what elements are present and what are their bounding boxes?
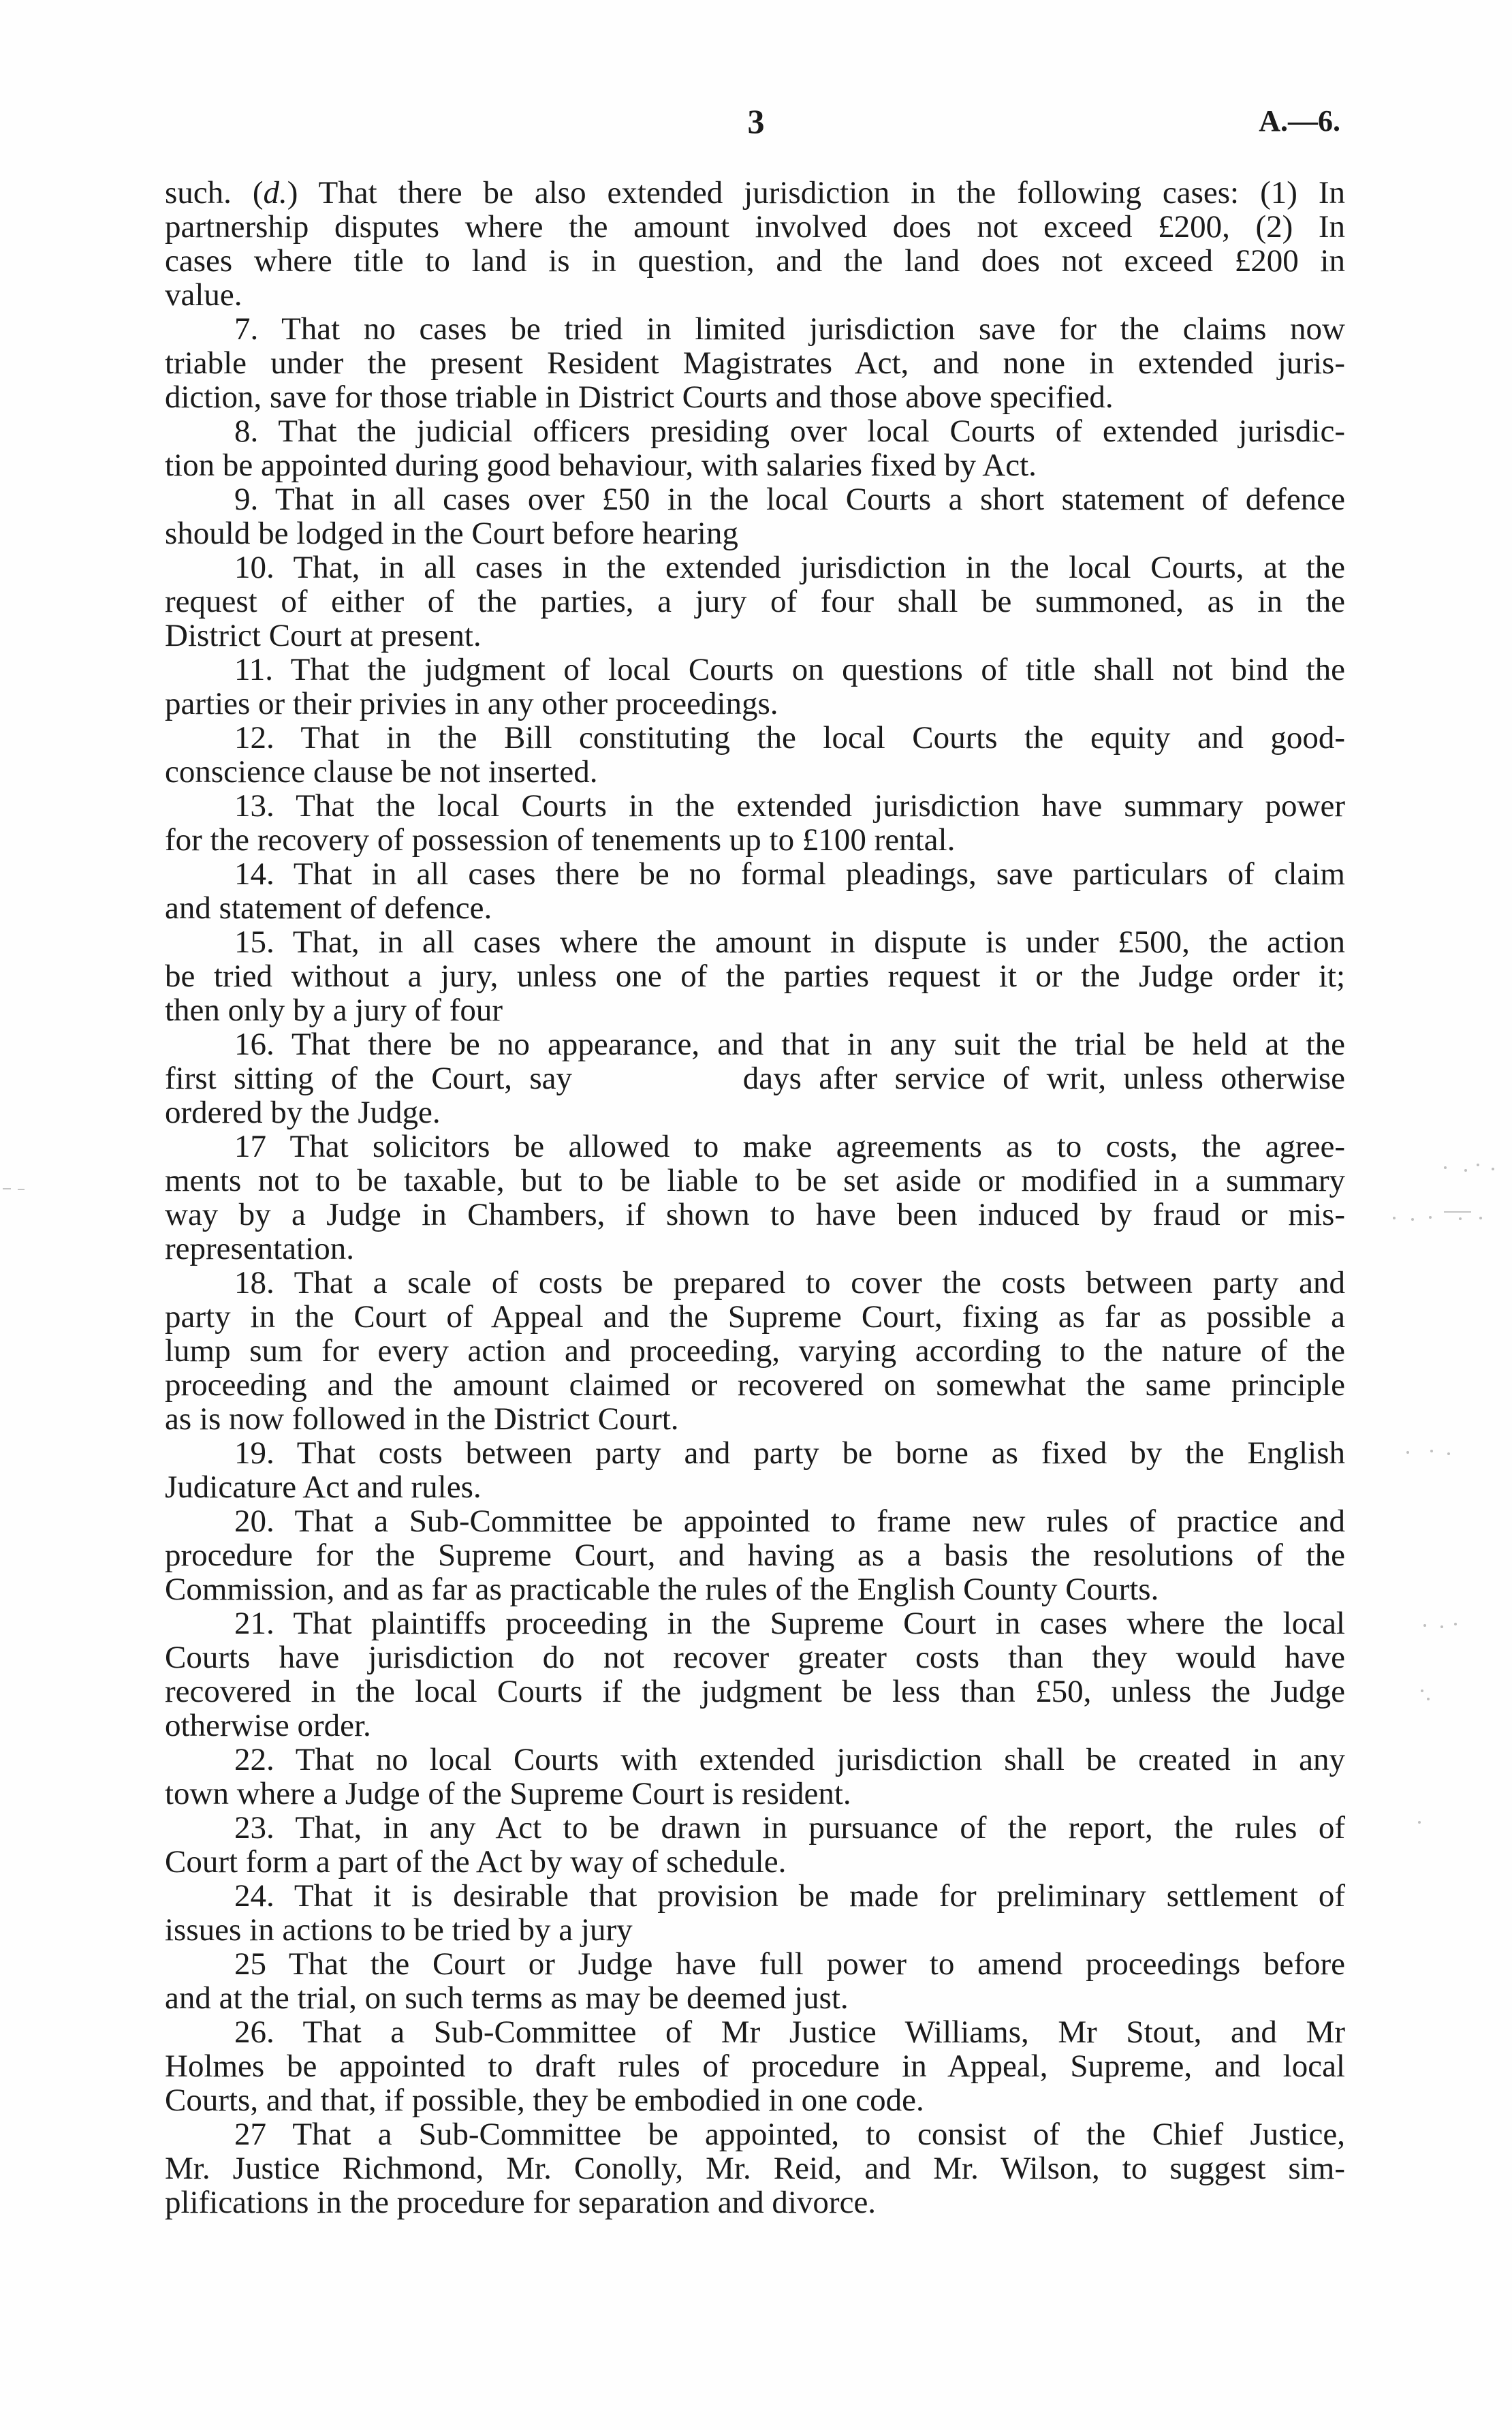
resolution-paragraph: [165, 414, 1345, 482]
text-line: town where a Judge of the Supreme Court is resident.: [165, 1776, 851, 1811]
resolution-paragraph: [165, 2117, 1345, 2219]
text-line: otherwise order.: [165, 1708, 371, 1743]
text-line: be tried without a jury, unless one of the parties request it or the Judge order it;: [165, 959, 1345, 994]
text-line: [165, 1061, 1345, 1095]
text-line: recovered in the local Courts if the judgment be less than £50, unless the Judge: [165, 1674, 1345, 1709]
text-line: 10. That, in all cases in the extended jurisdiction in the local Courts, at the: [234, 550, 1345, 585]
resolution-paragraph: [165, 1811, 1345, 1879]
text-line: value.: [165, 277, 242, 313]
scan-speck: [1418, 1821, 1421, 1824]
line-text: first sitting of the Court, say: [165, 1061, 590, 1096]
scan-speck: [1393, 1217, 1396, 1219]
text-line: cases where title to land is in question, and the land does not exceed £200 in: [165, 243, 1345, 279]
text-line: as is now followed in the District Court.: [165, 1401, 679, 1437]
text-line: 24. That it is desirable that provision be made for preliminary settlement of: [234, 1878, 1345, 1914]
text-line: 25 That the Court or Judge have full power to amend proceedings before: [234, 1946, 1345, 1982]
italic-text: d.: [263, 175, 287, 211]
resolution-paragraph: [165, 1947, 1345, 2015]
resolution-paragraph: [165, 1879, 1345, 1947]
text-line: parties or their privies in any other proceedings.: [165, 686, 778, 721]
scan-speck: [1411, 1218, 1414, 1221]
text-line: 23. That, in any Act to be drawn in pursuance of the report, the rules of: [234, 1810, 1345, 1845]
resolution-paragraph: [165, 789, 1345, 857]
text-line: for the recovery of possession of tenements up to £100 rental.: [165, 822, 956, 858]
scan-speck: [1429, 1216, 1432, 1219]
text-line: 14. That in all cases there be no formal pleadings, save particulars of claim: [234, 856, 1345, 892]
text-line: 26. That a Sub-Committee of Mr Justice Williams, Mr Stout, and Mr: [234, 2014, 1345, 2050]
text-line: 11. That the judgment of local Courts on questions of title shall not bind the: [234, 652, 1345, 687]
text-line: 13. That the local Courts in the extended jurisdiction have summary power: [234, 788, 1345, 824]
scan-speck: [18, 1189, 25, 1190]
text-line: ordered by the Judge.: [165, 1095, 441, 1130]
text-line: 22. That no local Courts with extended jurisdiction shall be created in any: [234, 1742, 1345, 1777]
page-header: [0, 101, 1512, 142]
text-line: proceeding and the amount claimed or recovered on somewhat the same principle: [165, 1367, 1345, 1403]
text-line: request of either of the parties, a jury of four shall be summoned, as in the: [165, 584, 1345, 619]
text-line: Courts, and that, if possible, they be embodied in one code.: [165, 2083, 924, 2118]
scan-speck: [3, 1188, 11, 1189]
text-line: way by a Judge in Chambers, if shown to have been induced by fraud or mis-: [165, 1197, 1345, 1232]
text-line: 20. That a Sub-Committee be appointed to frame new rules of practice and: [234, 1504, 1345, 1539]
line-text: ) That there be also extended jurisdiction in the following cases: (1) In: [287, 175, 1345, 211]
scan-speck: [1459, 1217, 1462, 1220]
scan-speck: [1421, 1689, 1423, 1692]
text-line: Mr. Justice Richmond, Mr. Conolly, Mr. Reid, and Mr. Wilson, to suggest sim-: [165, 2151, 1345, 2186]
text-line: 12. That in the Bill constituting the local Courts the equity and good-: [234, 720, 1345, 756]
text-line: Courts have jurisdiction do not recover greater costs than they would have: [165, 1640, 1345, 1675]
blank-space: [589, 1088, 725, 1089]
resolution-paragraph: [165, 550, 1345, 653]
text-line: 8. That the judicial officers presiding over local Courts of extended jurisdic-: [234, 414, 1345, 449]
resolution-paragraph: [165, 1130, 1345, 1266]
text-line: plifications in the procedure for separation and divorce.: [165, 2185, 877, 2220]
document-reference: A.—6.: [1259, 104, 1340, 138]
resolution-paragraph: [165, 925, 1345, 1027]
text-line: 7. That no cases be tried in limited jurisdiction save for the claims now: [234, 311, 1345, 347]
text-line: then only by a jury of four: [165, 993, 503, 1028]
text-line: District Court at present.: [165, 618, 482, 653]
resolution-paragraph: [165, 1606, 1345, 1743]
scan-speck: [1492, 1168, 1494, 1170]
text-line: Judicature Act and rules.: [165, 1469, 482, 1505]
text-line: tion be appointed during good behaviour, with salaries fixed by Act.: [165, 448, 1037, 483]
text-line: 21. That plaintiffs proceeding in the Supreme Court in cases where the local: [234, 1606, 1345, 1641]
resolution-paragraph: [165, 2015, 1345, 2117]
text-line: diction, save for those triable in District Courts and those above specified.: [165, 379, 1114, 415]
resolution-paragraph: [165, 721, 1345, 789]
resolution-paragraph: [165, 482, 1345, 550]
text-line: partnership disputes where the amount involved does not exceed £200, (2) In: [165, 209, 1345, 245]
resolution-paragraph: [165, 1027, 1345, 1130]
text-line: 16. That there be no appearance, and that in any suit the trial be held at the: [234, 1027, 1345, 1062]
text-line: ments not to be taxable, but to be liable to be set aside or modified in a summary: [165, 1163, 1345, 1198]
text-line: and at the trial, on such terms as may be deemed just.: [165, 1980, 849, 2016]
resolution-paragraph: [165, 1504, 1345, 1606]
text-line: 15. That, in all cases where the amount in dispute is under £500, the action: [234, 924, 1345, 960]
scan-speck: [1444, 1166, 1447, 1169]
text-line: [165, 176, 1345, 210]
scan-speck: [1444, 1211, 1471, 1213]
resolution-paragraph: [165, 312, 1345, 414]
scan-speck: [1430, 1450, 1433, 1452]
text-line: issues in actions to be tried by a jury: [165, 1912, 633, 1948]
text-line: Holmes be appointed to draft rules of procedure in Appeal, Supreme, and local: [165, 2049, 1345, 2084]
resolution-paragraph: [165, 1436, 1345, 1504]
text-line: should be lodged in the Court before hearing: [165, 516, 738, 551]
text-line: 17 That solicitors be allowed to make agreements as to costs, the agree-: [234, 1129, 1345, 1164]
page-number: 3: [747, 102, 765, 140]
line-text: days after service of writ, unless otherwise: [725, 1061, 1346, 1096]
scan-speck: [1477, 1164, 1479, 1166]
text-line: 9. That in all cases over £50 in the local Courts a short statement of defence: [234, 482, 1345, 517]
document-body: [165, 176, 1345, 2219]
text-line: 18. That a scale of costs be prepared to cover the costs between party and: [234, 1265, 1345, 1300]
resolution-paragraph: [165, 857, 1345, 925]
scan-speck: [1440, 1625, 1443, 1628]
scan-speck: [1427, 1698, 1430, 1700]
text-line: 27 That a Sub-Committee be appointed, to consist of the Chief Justice,: [234, 2117, 1345, 2152]
text-line: party in the Court of Appeal and the Supreme Court, fixing as far as possible a: [165, 1299, 1345, 1335]
scan-speck: [1447, 1452, 1450, 1455]
text-line: triable under the present Resident Magistrates Act, and none in extended juris-: [165, 345, 1345, 381]
continued-paragraph: [165, 176, 1345, 312]
text-line: Court form a part of the Act by way of schedule.: [165, 1844, 787, 1880]
resolution-paragraph: [165, 1266, 1345, 1436]
scan-speck: [1479, 1217, 1482, 1219]
resolution-paragraph: [165, 1743, 1345, 1811]
scan-speck: [1423, 1624, 1426, 1627]
resolution-paragraph: [165, 653, 1345, 721]
text-line: lump sum for every action and proceeding, varying according to the nature of the: [165, 1333, 1345, 1369]
text-line: conscience clause be not inserted.: [165, 754, 598, 790]
scan-speck: [1454, 1623, 1457, 1625]
text-line: 19. That costs between party and party be borne as fixed by the English: [234, 1435, 1345, 1471]
text-line: and statement of defence.: [165, 890, 492, 926]
text-line: procedure for the Supreme Court, and having as a basis the resolutions of the: [165, 1538, 1345, 1573]
text-line: Commission, and as far as practicable the rules of the English County Courts.: [165, 1572, 1159, 1607]
line-text: such. (: [165, 175, 264, 211]
text-line: representation.: [165, 1231, 354, 1266]
scan-speck: [1406, 1451, 1409, 1454]
scan-speck: [1464, 1169, 1467, 1172]
